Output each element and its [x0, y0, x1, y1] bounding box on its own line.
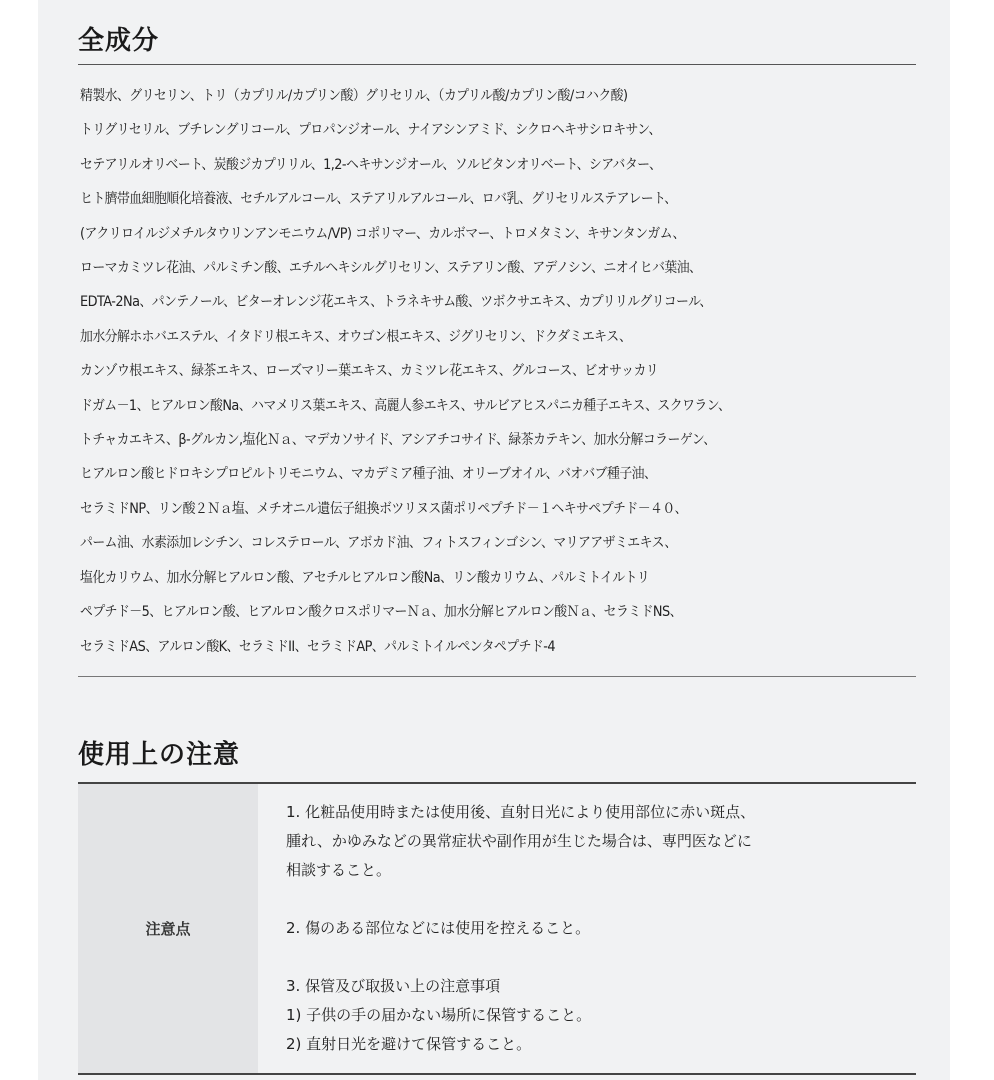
precaution-line: 2. 傷のある部位などには使用を控えること。 [286, 919, 591, 937]
precaution-line: 2) 直射日光を避けて保管すること。 [286, 1035, 532, 1053]
ingredient-line: トリグリセリル、ブチレングリコール、プロパンジオール、ナイアシンアミド、シクロヘキサシロキサン、 [80, 122, 661, 139]
precaution-line: 相談すること。 [286, 861, 392, 879]
ingredient-line: ペプチド－5、ヒアルロン酸、ヒアルロン酸クロスポリマーＮａ、加水分解ヒアルロン酸Ｎａ、セラミドNS、 [80, 604, 682, 621]
precaution-line: 腫れ、かゆみなどの異常症状や副作用が生じた場合は、専門医などに [286, 832, 752, 850]
precautions-table [78, 782, 916, 1075]
ingredient-line: ローマカミツレ花油、パルミチン酸、エチルヘキシルグリセリン、ステアリン酸、アデノシン、ニオイヒバ葉油、 [80, 260, 702, 277]
ingredient-line: パーム油、水素添加レシチン、コレステロール、アボカド油、フィトスフィンゴシン、マリアアザミエキス、 [80, 535, 677, 552]
heading-divider [78, 64, 916, 65]
ingredient-line: ドガム－1、ヒアルロン酸Na、ハマメリス葉エキス、高麗人参エキス、サルビアヒスパニカ種子エキス、スクワラン、 [80, 397, 731, 414]
precaution-line [286, 943, 755, 972]
precaution-line: 3. 保管及び取扱い上の注意事項 [286, 977, 501, 995]
precautions-heading: 使用上の注意 [78, 740, 241, 770]
ingredients-list [80, 79, 920, 664]
ingredient-line: セラミドNP、リン酸２Ｎａ塩、メチオニル遺伝子組換ボツリヌス菌ポリペプチド－１ヘキサペプチド－４０、 [80, 500, 688, 517]
precautions-content [258, 784, 755, 1073]
ingredient-line: EDTA-2Na、パンテノール、ビターオレンジ花エキス、トラネキサム酸、ツボクサエキス、カプリリルグリコール、 [80, 294, 712, 311]
ingredient-line: 加水分解ホホバエステル、イタドリ根エキス、オウゴン根エキス、ジグリセリン、ドクダミエキス、 [80, 328, 632, 345]
ingredient-line: (アクリロイルジメチルタウリンアンモニウム/VP) コポリマー、カルボマー、トロメタミン、キサンタンガム、 [80, 225, 685, 242]
ingredient-line: セラミドAS、アルロン酸K、セラミドII、セラミドAP、パルミトイルペンタペプチド-4 [80, 638, 555, 655]
section-divider [78, 676, 916, 677]
ingredients-heading: 全成分 [78, 26, 160, 56]
ingredient-line: 塩化カリウム、加水分解ヒアルロン酸、アセチルヒアルロン酸Na、リン酸カリウム、パルミトイルトリ [80, 569, 650, 586]
precaution-line [286, 885, 755, 914]
ingredient-line: トチャカエキス、β-グルカン,塩化Ｎａ、マデカソサイド、アシアチコサイド、緑茶カテキン、加水分解コラーゲン、 [80, 432, 716, 449]
ingredient-line: カンゾウ根エキス、緑茶エキス、ローズマリー葉エキス、カミツレ花エキス、グルコース、ビオサッカリ [80, 363, 659, 380]
precautions-row-header: 注意点 [78, 784, 258, 1073]
ingredient-line: ヒアルロン酸ヒドロキシプロピルトリモニウム、マカデミア種子油、オリーブオイル、バオバブ種子油、 [80, 466, 657, 483]
precaution-line: 1) 子供の手の届かない場所に保管すること。 [286, 1006, 592, 1024]
ingredient-line: セテアリルオリベート、炭酸ジカプリリル、1,2-ヘキサンジオール、ソルビタンオリベート、シアバター、 [80, 156, 662, 173]
ingredient-line: ヒト臍帯血細胞順化培養液、セチルアルコール、ステアリルアルコール、ロバ乳、グリセリルステアレート、 [80, 191, 677, 208]
precaution-line: 1. 化粧品使用時または使用後、直射日光により使用部位に赤い斑点、 [286, 803, 756, 821]
ingredient-line: 精製水、グリセリン、トリ（カプリル/カプリン酸）グリセリル、（カプリル酸/カプリン酸/コハク酸) [80, 88, 628, 104]
